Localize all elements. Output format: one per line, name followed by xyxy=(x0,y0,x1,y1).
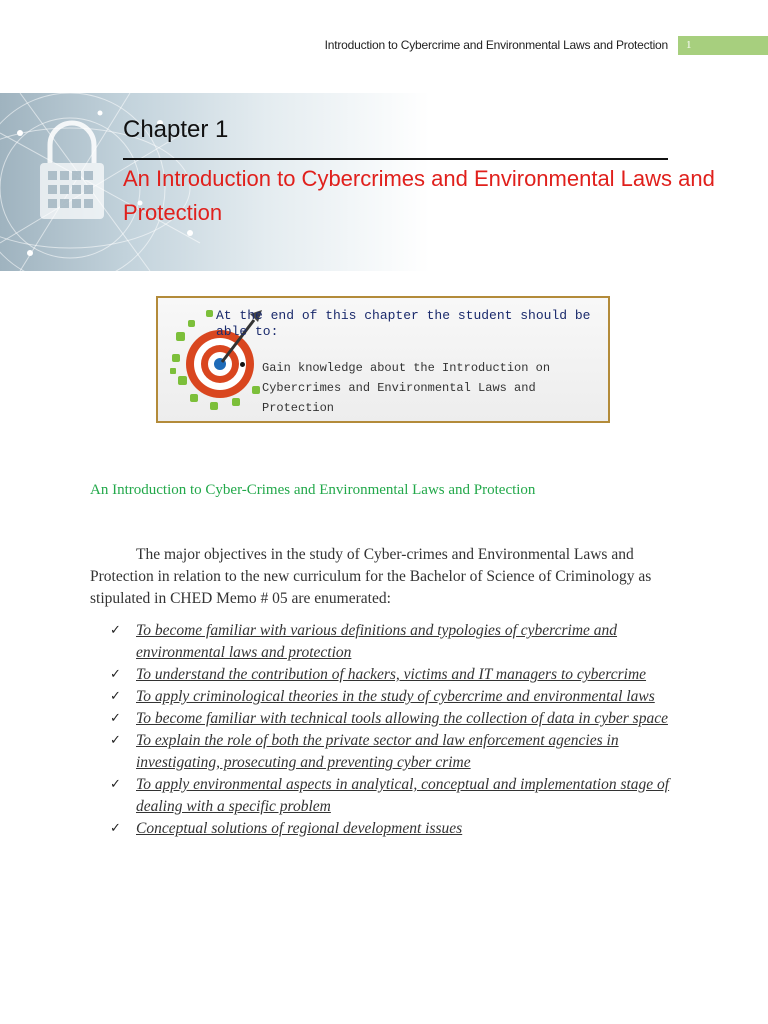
section-heading: An Introduction to Cyber-Crimes and Environmental Laws and Protection xyxy=(90,482,536,498)
list-item xyxy=(108,818,688,840)
objective-text: To apply environmental aspects in analytical, conceptual and implementation stage of dealing with a specific problem xyxy=(136,776,670,815)
learning-objectives-box xyxy=(156,296,610,423)
objective-text: To become familiar with technical tools allowing the collection of data in cyber space xyxy=(136,710,668,727)
list-item xyxy=(108,664,688,686)
checkmark-icon: ✓ xyxy=(110,733,121,748)
checkmark-icon: ✓ xyxy=(110,821,121,836)
list-item xyxy=(108,686,688,708)
list-item xyxy=(108,708,688,730)
objective-text: Conceptual solutions of regional development issues xyxy=(136,820,463,837)
list-item xyxy=(108,774,688,818)
chapter-title: An Introduction to Cybercrimes and Environmental Laws and Protection xyxy=(123,166,715,225)
objective-text: To apply criminological theories in the study of cybercrime and environmental laws xyxy=(136,688,655,705)
header-running-title: Introduction to Cybercrime and Environmental Laws and Protection xyxy=(324,38,668,52)
list-item xyxy=(108,620,688,664)
checkmark-icon: ✓ xyxy=(110,689,121,704)
checkmark-icon: ✓ xyxy=(110,777,121,792)
objectives-list xyxy=(108,620,688,840)
chapter-label: Chapter 1 xyxy=(123,116,229,143)
objective-text: To understand the contribution of hackers, victims and IT managers to cybercrime xyxy=(136,666,647,683)
chapter-divider xyxy=(123,158,668,160)
page-number-badge: 1 xyxy=(678,36,768,55)
list-item xyxy=(108,730,688,774)
objective-text: To explain the role of both the private sector and law enforcement agencies in investigating, prosecuting and preventing cyber crime xyxy=(136,732,619,771)
checkmark-icon: ✓ xyxy=(110,623,121,638)
objective-text: To become familiar with various definitions and typologies of cybercrime and environmental laws and protection xyxy=(136,622,618,661)
objectives-lead: At the end of this chapter the student should be able to: xyxy=(216,308,591,339)
bullet-icon xyxy=(240,362,245,367)
checkmark-icon: ✓ xyxy=(110,667,121,682)
objective-item: Gain knowledge about the Introduction on Cybercrimes and Environmental Laws and Protection xyxy=(262,361,551,415)
intro-paragraph: The major objectives in the study of Cyber-crimes and Environmental Laws and Protection in relation to the new curriculum for the Bachelor of Science of Criminology as stipulated in CHED Memo # 05 are enumerated: xyxy=(90,546,652,607)
checkmark-icon: ✓ xyxy=(110,711,121,726)
